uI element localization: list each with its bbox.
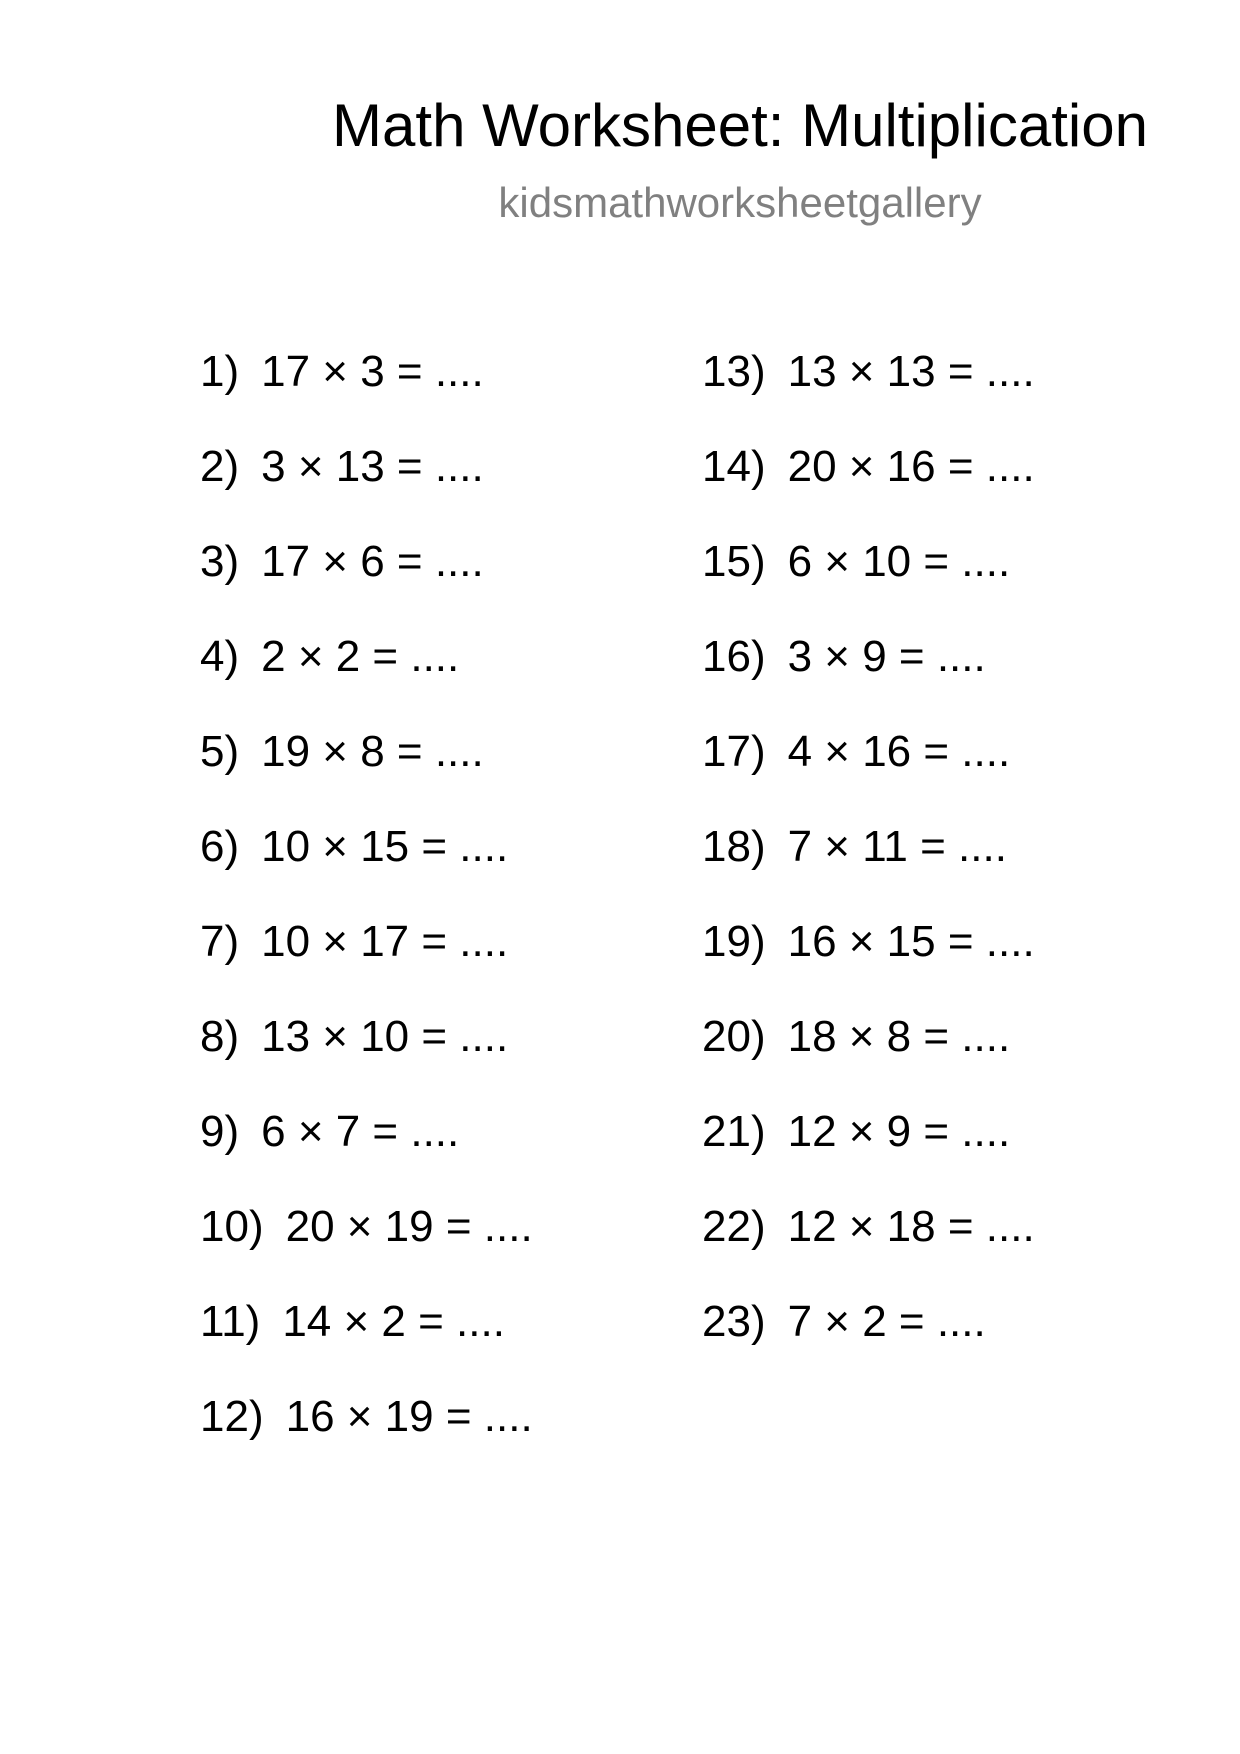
problem-item	[200, 1392, 533, 1490]
problem-number: 16)	[702, 632, 766, 681]
problem-number: 13)	[702, 347, 766, 396]
problem-number: 22)	[702, 1202, 766, 1251]
problem-expression: 16 × 19 = ....	[285, 1392, 533, 1441]
problem-expression: 20 × 16 = ....	[787, 442, 1035, 491]
problem-expression: 17 × 3 = ....	[261, 347, 484, 396]
problem-number: 18)	[702, 822, 766, 871]
problem-expression: 4 × 16 = ....	[787, 727, 1011, 776]
problem-expression: 17 × 6 = ....	[261, 537, 484, 586]
problem-item	[702, 537, 1035, 635]
problem-item	[702, 632, 1035, 730]
problem-item	[200, 1012, 533, 1110]
problem-number: 7)	[200, 917, 240, 966]
problem-number: 1)	[200, 347, 240, 396]
problem-expression: 6 × 10 = ....	[787, 537, 1011, 586]
problem-item	[200, 1107, 533, 1205]
problem-item	[702, 1107, 1035, 1205]
problem-item	[200, 347, 533, 445]
problem-expression: 7 × 11 = ....	[787, 822, 1007, 871]
problem-expression: 12 × 18 = ....	[787, 1202, 1035, 1251]
problem-number: 14)	[702, 442, 766, 491]
problem-expression: 3 × 9 = ....	[787, 632, 986, 681]
problem-number: 17)	[702, 727, 766, 776]
problem-number: 10)	[200, 1202, 264, 1251]
problem-number: 4)	[200, 632, 240, 681]
problem-item	[200, 822, 533, 920]
problem-column-right	[702, 347, 1035, 1395]
problem-number: 12)	[200, 1392, 264, 1441]
problem-number: 20)	[702, 1012, 766, 1061]
problem-number: 5)	[200, 727, 240, 776]
problem-item	[200, 917, 533, 1015]
problem-item	[200, 1297, 533, 1395]
problem-expression: 10 × 17 = ....	[261, 917, 509, 966]
problem-number: 3)	[200, 537, 240, 586]
problem-expression: 14 × 2 = ....	[282, 1297, 505, 1346]
problem-number: 19)	[702, 917, 766, 966]
problem-item	[702, 727, 1035, 825]
problem-number: 23)	[702, 1297, 766, 1346]
problem-expression: 16 × 15 = ....	[787, 917, 1035, 966]
problem-item	[200, 632, 533, 730]
worksheet-title: Math Worksheet: Multiplication	[332, 92, 1148, 159]
problem-expression: 12 × 9 = ....	[787, 1107, 1011, 1156]
problem-item	[702, 822, 1035, 920]
problem-expression: 2 × 2 = ....	[261, 632, 460, 681]
problem-item	[200, 1202, 533, 1300]
problem-item	[702, 347, 1035, 445]
problem-number: 6)	[200, 822, 240, 871]
problem-number: 9)	[200, 1107, 240, 1156]
problem-number: 8)	[200, 1012, 240, 1061]
problem-number: 2)	[200, 442, 240, 491]
problem-expression: 18 × 8 = ....	[787, 1012, 1011, 1061]
problem-item	[200, 537, 533, 635]
problem-item	[702, 917, 1035, 1015]
problem-item	[702, 442, 1035, 540]
problem-expression: 19 × 8 = ....	[261, 727, 484, 776]
problem-item	[200, 442, 533, 540]
problem-expression: 7 × 2 = ....	[787, 1297, 986, 1346]
problem-item	[702, 1202, 1035, 1300]
problem-item	[702, 1297, 1035, 1395]
problem-number: 15)	[702, 537, 766, 586]
problem-expression: 13 × 10 = ....	[261, 1012, 509, 1061]
problem-expression: 3 × 13 = ....	[261, 442, 484, 491]
problem-expression: 6 × 7 = ....	[261, 1107, 460, 1156]
problem-number: 21)	[702, 1107, 766, 1156]
problem-item	[200, 727, 533, 825]
problem-expression: 13 × 13 = ....	[787, 347, 1035, 396]
problem-expression: 20 × 19 = ....	[285, 1202, 533, 1251]
problem-number: 11)	[200, 1297, 261, 1346]
problem-column-left	[200, 347, 533, 1490]
problem-expression: 10 × 15 = ....	[261, 822, 509, 871]
problem-item	[702, 1012, 1035, 1110]
worksheet-source: kidsmathworksheetgallery	[498, 179, 982, 226]
